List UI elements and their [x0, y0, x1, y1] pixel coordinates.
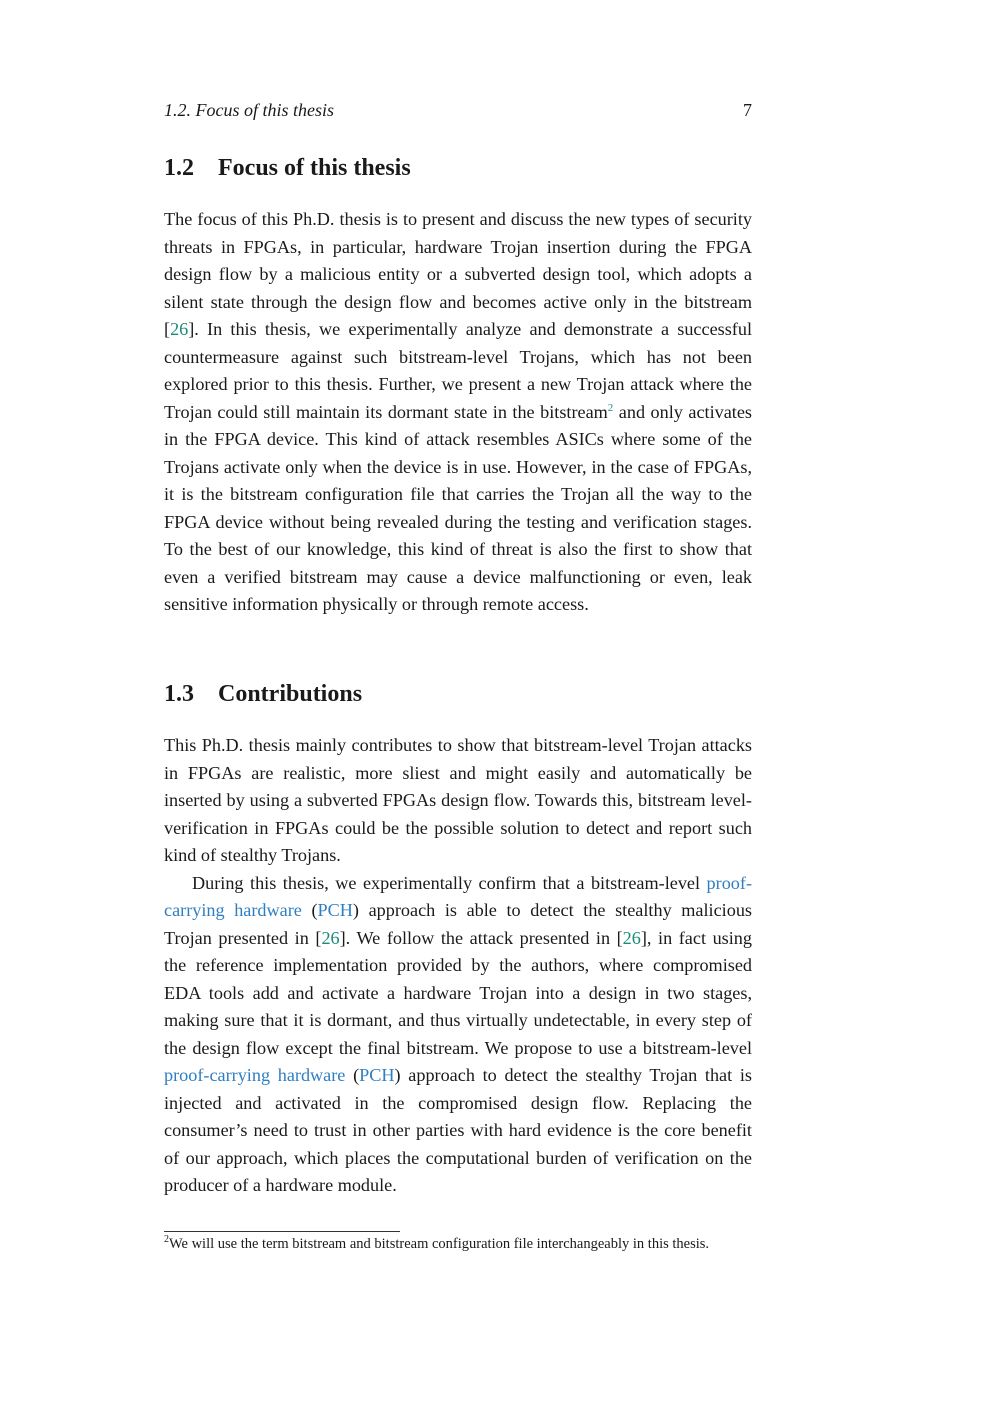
citation-link[interactable]: 26 [170, 319, 189, 339]
contributions-body [164, 732, 752, 1200]
page-number: 7 [743, 100, 752, 120]
acronym-link[interactable]: PCH [317, 900, 353, 920]
section-number: 1.3 [164, 681, 194, 707]
footnote-rule [164, 1231, 400, 1232]
section-title: Contributions [218, 681, 363, 707]
citation-link[interactable]: 26 [321, 927, 340, 948]
contrib-paragraph-2: During this thesis, we experimentally confirm that a bitstream-level proof-carrying hardware (PCH) approach is able to detect the stealthy malicious Trojan presented in [26]. We follow the attack presented in [26], in fact using the reference implementation provided by the authors, where compromised EDA tools add and activate a hardware Trojan into a design in two stages, making sure that it is dormant, and thus virtually undetectable, in every step of the design flow except the final bitstream. We propose to use a bitstream-level proof-carrying hardware (PCH) approach to detect the stealthy Trojan that is injected and activated in the compromised design flow. Replacing the consumer’s need to trust in other parties with hard evidence is the core benefit of our approach, which places the computational burden of verification on the producer of a hardware module. [164, 872, 752, 1195]
section-heading-contributions [164, 681, 362, 708]
citation-link[interactable]: 26 [622, 927, 641, 948]
focus-body [164, 206, 752, 619]
footnote-text: We will use the term bitstream and bitstream configuration file interchangeably in this thesis. [169, 1236, 710, 1252]
focus-paragraph: The focus of this Ph.D. thesis is to present and discuss the new types of security threats in FPGAs, in particular, hardware Trojan insertion during the FPGA design flow by a malicious entity or a subverted design tool, which adopts a silent state through the design flow and becomes active only in the bitstream [26]. In this thesis, we experimentally analyze and demonstrate a successful countermeasure against such bitstream-level Trojans, which has not been explored prior to this thesis. Further, we present a new Trojan attack where the Trojan could still maintain its dormant state in the bitstream$^2$ and only activates in the FPGA device. This kind of attack resembles ASICs where some of the Trojans activate only when the device is in use. However, in the case of FPGAs, it is the bitstream configuration file that carries the Trojan all the way to the FPGA device without being revealed during the testing and verification stages. To the best of our knowledge, this kind of threat is also the first to show that even a verified bitstream may cause a device malfunctioning or even, leak sensitive information physically or through remote access. [164, 209, 752, 614]
contrib-paragraph-1: This Ph.D. thesis mainly contributes to show that bitstream-level Trojan attacks in FPGAs are realistic, more sliest and might easily and automatically be inserted by using a subverted FPGAs design flow. Towards this, bitstream level-verification in FPGAs could be the possible solution to detect and report such kind of stealthy Trojans. [164, 735, 752, 865]
section-title: Focus of this thesis [218, 155, 411, 181]
footnote [164, 1235, 752, 1254]
acronym-link[interactable]: PCH [359, 1065, 395, 1085]
section-number: 1.2 [164, 155, 194, 181]
section-heading-focus [164, 155, 411, 182]
glossary-link[interactable]: proof-carrying hardware [164, 872, 752, 920]
running-header [164, 100, 752, 124]
running-title: 1.2. Focus of this thesis [164, 100, 334, 120]
glossary-link[interactable]: proof-carrying hardware [164, 1065, 346, 1085]
footnote-marker-link[interactable]: 2 [607, 401, 614, 414]
footnote-number: 2 [164, 1234, 169, 1246]
